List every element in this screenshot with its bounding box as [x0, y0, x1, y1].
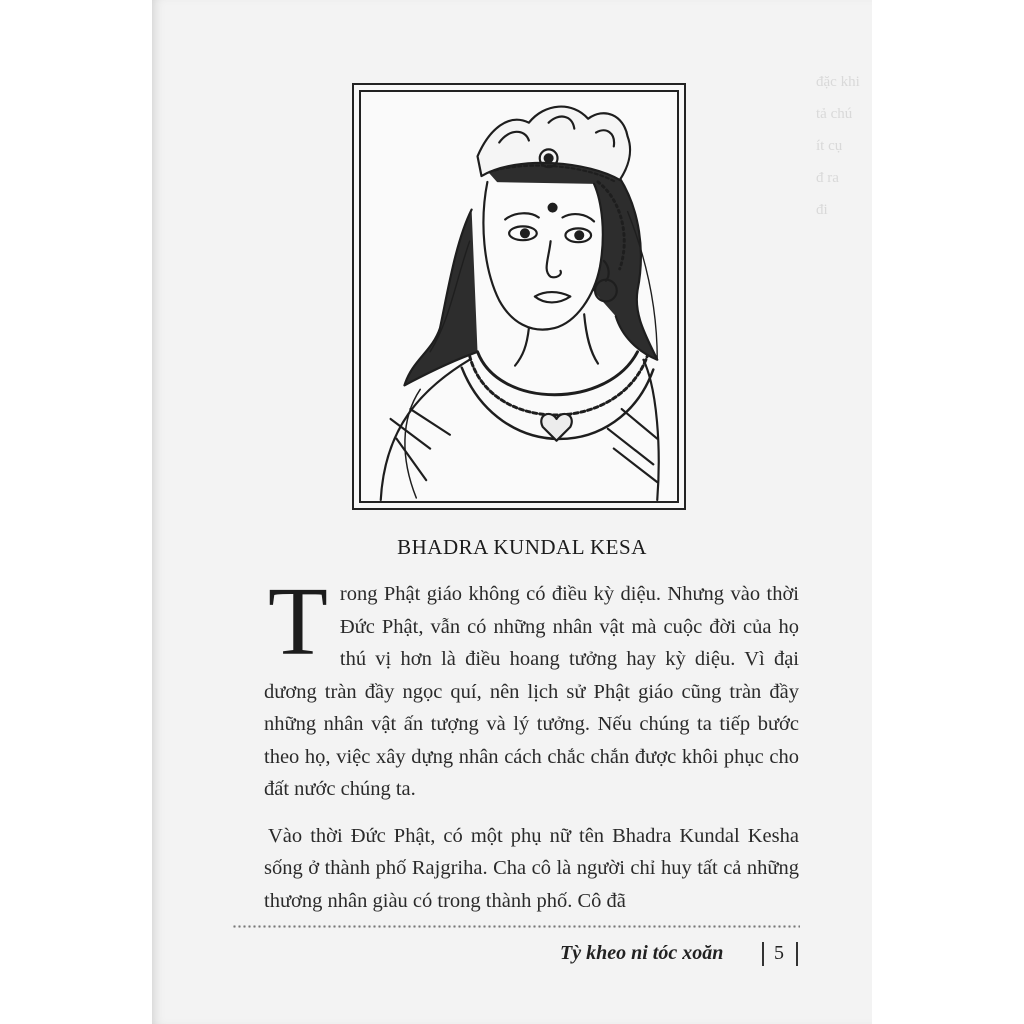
portrait-illustration [359, 90, 679, 503]
running-title: Tỳ kheo ni tóc xoăn [560, 942, 724, 964]
dotted-rule [232, 924, 800, 929]
separator-bar-left [762, 942, 764, 966]
show-through-text: đặc khi tả chú ít cụ đ ra đi [816, 74, 860, 218]
page-number: 5 [774, 942, 784, 964]
chapter-title: BHADRA KUNDAL KESA [397, 535, 647, 559]
woman-portrait-drawing [361, 92, 677, 501]
paragraph-1 [264, 568, 799, 806]
illustration-frame [352, 83, 686, 510]
drop-cap: T [268, 568, 328, 676]
paragraph-1-text: rong Phật giáo không có điều kỳ diệu. Nhưng vào thời Đức Phật, vẫn có những nhân vật mà cuộc đời của họ thú vị hơn là điều hoang tưởng hay kỳ diệu. Vì đại dương tràn đầy ngọc quí, nên lịch sử Phật giáo cũng tràn đầy những nhân vật ấn tượng và lý tưởng. Nếu chúng ta tiếp bước theo họ, việc xây dựng nhân cách chắc chắn được khôi phục cho đất nước chúng ta. [264, 583, 799, 800]
body-text [264, 568, 799, 931]
paragraph-2: Vào thời Đức Phật, có một phụ nữ tên Bhadra Kundal Kesha sống ở thành phố Rajgriha. Cha cô là người chỉ huy tất cả những thương nhân giàu có trong thành phố. Cô đã [264, 824, 799, 912]
separator-bar-right [796, 942, 798, 966]
